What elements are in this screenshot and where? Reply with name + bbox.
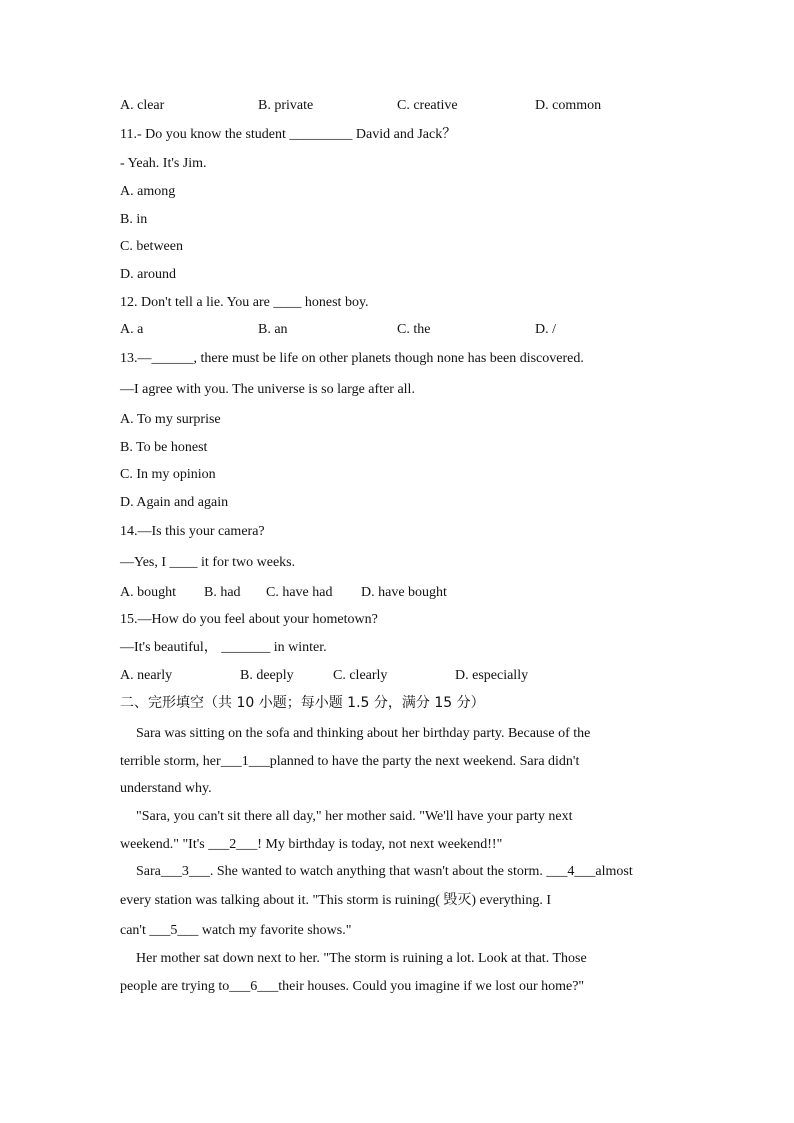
q12-option-a: A. a: [120, 322, 144, 337]
passage-line: understand why.: [120, 781, 212, 796]
passage-line: [120, 922, 351, 940]
q11-option-d: D. around: [120, 267, 176, 282]
section-heading: 二、完形填空（共 10 小题；每小题 1.5 分，满分 15 分）: [120, 695, 485, 711]
passage-text: ! My birthday is today, not next weekend!!": [257, 837, 503, 852]
passage-line: [136, 863, 633, 881]
q13-reply: —I agree with you. The universe is so large after all.: [120, 382, 415, 397]
passage-line: every station was talking about it. "This storm is ruining( 毁灭) everything. I: [120, 893, 552, 908]
q11-blank: _________: [289, 127, 353, 142]
passage-text: people are trying to: [120, 979, 230, 994]
q12-option-d: D. /: [535, 322, 556, 337]
q10-option-d: D. common: [535, 98, 602, 113]
passage-line: [120, 836, 502, 854]
q15-option-b: B. deeply: [240, 668, 294, 683]
blank-2: ___2___: [208, 837, 258, 852]
q10-option-c: C. creative: [397, 98, 458, 113]
passage-text: watch my favorite shows.": [198, 923, 352, 938]
blank-1: ___1___: [220, 754, 270, 769]
q12-option-b: B. an: [258, 322, 288, 337]
passage-line: Sara was sitting on the sofa and thinking about her birthday party. Because of the: [136, 726, 591, 741]
passage-text: terrible storm, her: [120, 754, 221, 769]
q10-option-b: B. private: [258, 98, 314, 113]
q14-option-b: B. had: [204, 585, 241, 600]
passage-line: [120, 978, 584, 996]
passage-line: [120, 753, 579, 771]
q11-stem-text-end: David and Jack？: [352, 127, 457, 142]
q11-option-a: A. among: [120, 184, 176, 199]
blank-4: ___4___: [546, 864, 596, 879]
q11-stem: [120, 126, 456, 144]
q14-option-d: D. have bought: [361, 585, 447, 600]
passage-text: almost: [595, 864, 633, 879]
q13-option-c: C. In my opinion: [120, 467, 216, 482]
passage-text: . She wanted to watch anything that wasn't about the storm.: [209, 864, 547, 879]
q13-option-b: B. To be honest: [120, 440, 208, 455]
q15-option-a: A. nearly: [120, 668, 173, 683]
q12-option-c: C. the: [397, 322, 431, 337]
q10-option-a: A. clear: [120, 98, 165, 113]
q12-stem: 12. Don't tell a lie. You are ____ honest boy.: [120, 295, 369, 310]
passage-text: weekend." "It's: [120, 837, 209, 852]
q11-option-b: B. in: [120, 212, 148, 227]
passage-text: Sara: [136, 864, 161, 879]
blank-3: ___3___: [160, 864, 210, 879]
q14-option-a: A. bought: [120, 585, 176, 600]
q11-stem-text: 11.- Do you know the student: [120, 127, 290, 142]
q15-option-d: D. especially: [455, 668, 529, 683]
q11-reply: - Yeah. It's Jim.: [120, 156, 207, 171]
q14-option-c: C. have had: [266, 585, 333, 600]
passage-text: planned to have the party the next weekend. Sara didn't: [269, 754, 580, 769]
q15-stem: 15.—How do you feel about your hometown?: [120, 612, 378, 627]
blank-6: ___6___: [229, 979, 279, 994]
q13-option-a: A. To my surprise: [120, 412, 221, 427]
passage-line: Her mother sat down next to her. "The storm is ruining a lot. Look at that. Those: [136, 951, 587, 966]
q13-stem: 13.—______, there must be life on other planets though none has been discovered.: [120, 351, 584, 366]
q15-option-c: C. clearly: [333, 668, 388, 683]
q11-option-c: C. between: [120, 239, 183, 254]
passage-text: can't: [120, 923, 150, 938]
q13-option-d: D. Again and again: [120, 495, 229, 510]
q15-reply: —It's beautiful， _______ in winter.: [120, 640, 327, 655]
q14-stem: 14.—Is this your camera?: [120, 524, 265, 539]
q14-reply: —Yes, I ____ it for two weeks.: [120, 555, 296, 570]
passage-text: their houses. Could you imagine if we lost our home?": [278, 979, 585, 994]
passage-line: "Sara, you can't sit there all day," her mother said. "We'll have your party next: [136, 809, 573, 824]
blank-5: ___5___: [149, 923, 199, 938]
